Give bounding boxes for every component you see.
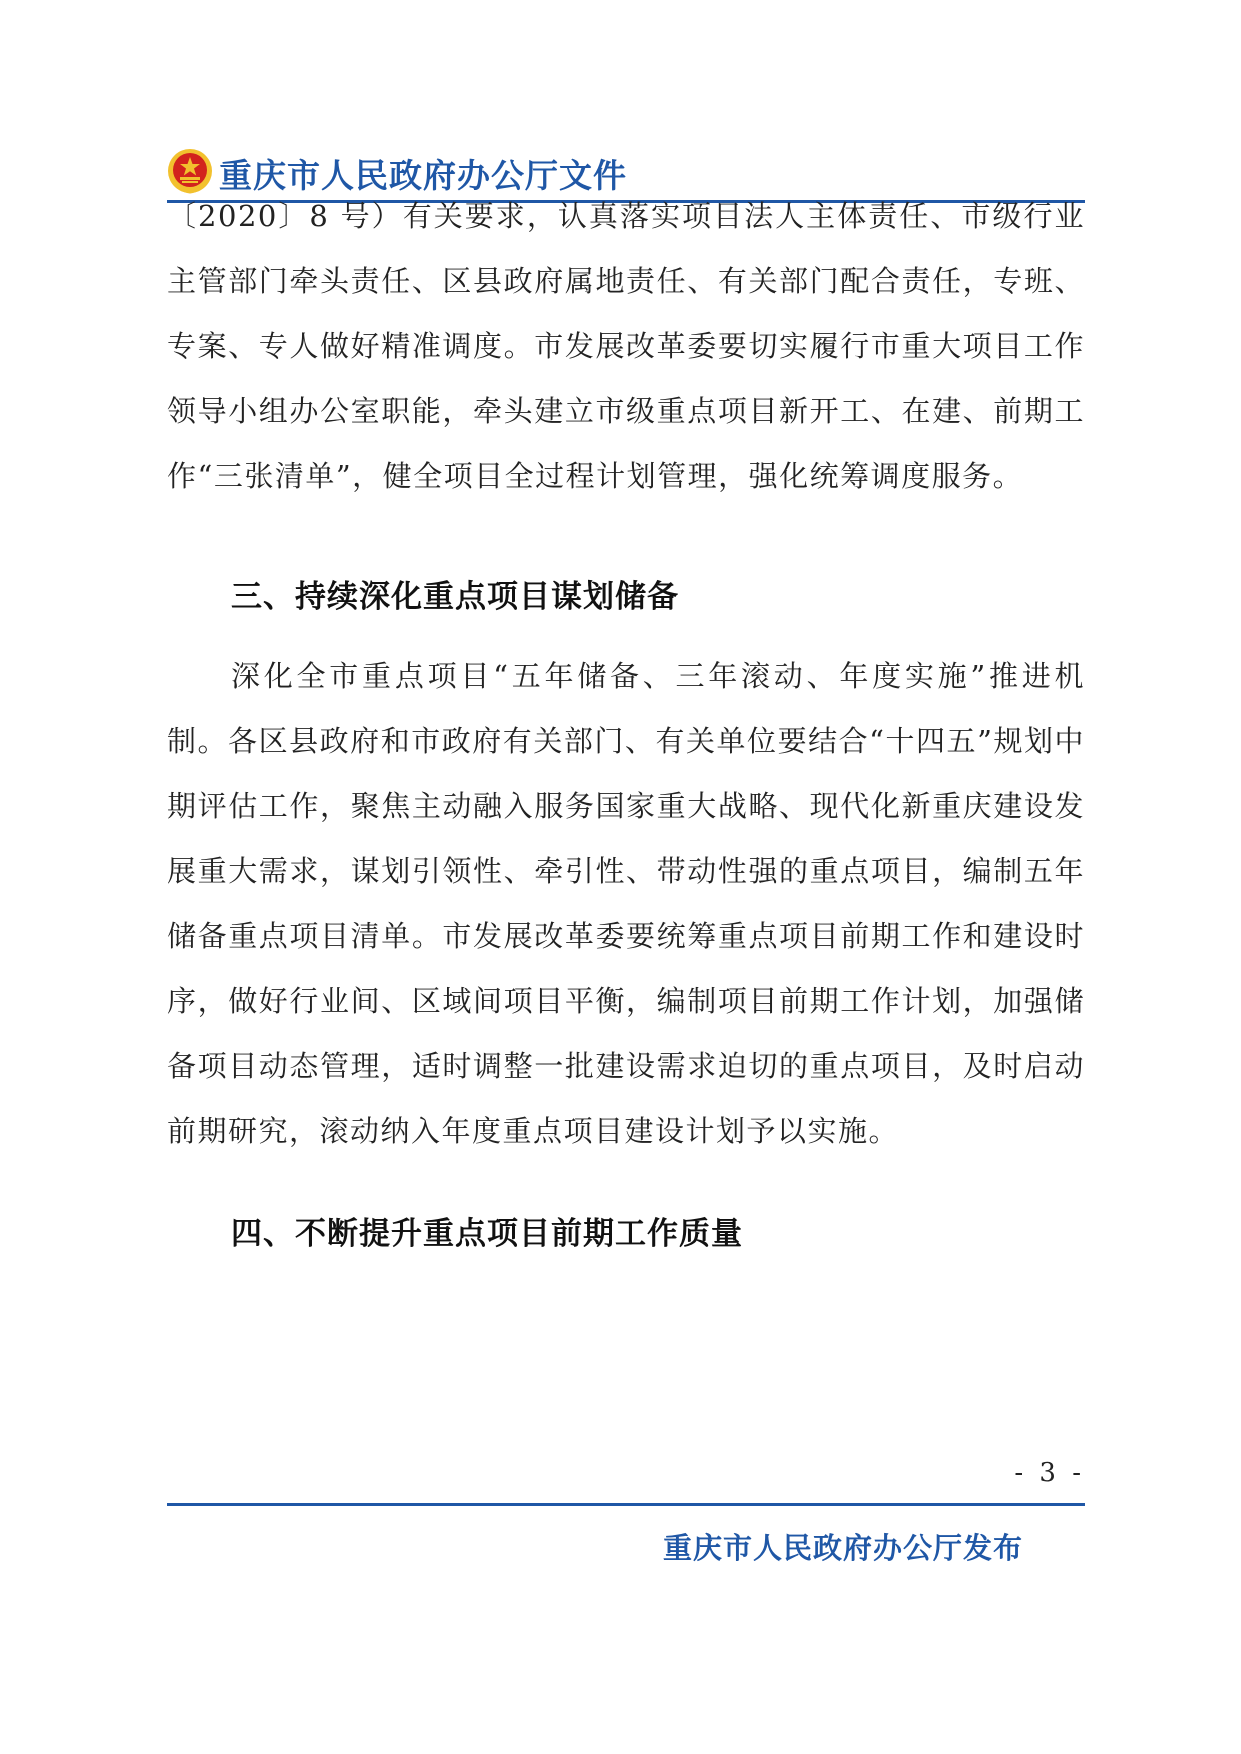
header-title: 重庆市人民政府办公厅文件 [219, 156, 627, 195]
footer-publisher: 重庆市人民政府办公厅发布 [663, 1531, 1024, 1565]
page-number: - 3 - [1014, 1458, 1085, 1488]
paragraph-continued [167, 184, 1085, 509]
section-heading-4: 四、不断提升重点项目前期工作质量 [231, 1216, 743, 1252]
paragraph-text: 〔2020〕8 号）有关要求，认真落实项目法人主体责任、市级行业主管部门牵头责任、区县政府属地责任、有关部门配合责任，专班、专案、专人做好精准调度。市发展改革委要切实履行市重大项目工作领导小组办公室职能，牵头建立市级重点项目新开工、在建、前期工作“三张清单”，健全项目全过程计划管理，强化统筹调度服务。 [167, 199, 1085, 493]
section-heading-3: 三、持续深化重点项目谋划储备 [231, 579, 679, 615]
paragraph-text: 深化全市重点项目“五年储备、三年滚动、年度实施”推进机制。各区县政府和市政府有关部门、有关单位要结合“十四五”规划中期评估工作，聚焦主动融入服务国家重大战略、现代化新重庆建设发展重大需求，谋划引领性、牵引性、带动性强的重点项目，编制五年储备重点项目清单。市发展改革委要统筹重点项目前期工作和建设时序，做好行业间、区域间项目平衡，编制项目前期工作计划，加强储备项目动态管理，适时调整一批建设需求迫切的重点项目，及时启动前期研究，滚动纳入年度重点项目建设计划予以实施。 [167, 659, 1085, 1148]
footer-divider [167, 1503, 1085, 1506]
paragraph-section-3 [167, 644, 1085, 1164]
